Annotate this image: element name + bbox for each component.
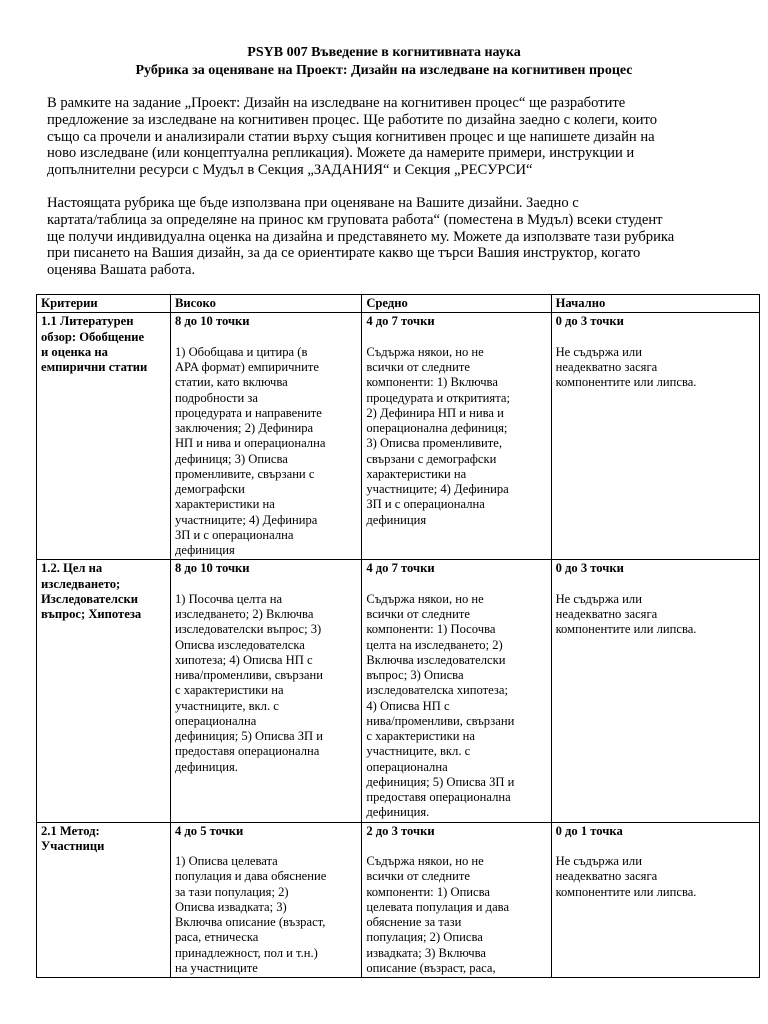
cell-line: Не съдържа или (555, 344, 642, 359)
criterion-cell (37, 313, 171, 560)
criterion-line: 1.1 Литературен (41, 314, 134, 329)
cell-line: неадекватно засяга (555, 607, 658, 621)
cell-line: всички от следните (366, 360, 470, 374)
cell-line: изследователска хипотеза; (366, 683, 508, 698)
cell-line: променливите, свързани с (174, 466, 315, 481)
cell-line: процедурата и направените (174, 405, 322, 420)
points-label: 8 до 10 точки (174, 314, 250, 329)
high-cell (170, 822, 361, 978)
cell-line: принадлежност, пол и т.н.) (174, 945, 318, 960)
table-header-row (37, 295, 760, 313)
cell-line: 2) Дефинира НП и нива и (366, 405, 504, 420)
text-line: при писането на Вашия дизайн, за да се ориентирате какво ще търси Вашия инструктор, когато (47, 245, 641, 262)
cell-line: предоставя операционална (366, 790, 511, 804)
document-title: PSYB 007 Въведение в когнитивната наука (247, 45, 521, 60)
points-label: 4 до 5 точки (174, 823, 244, 838)
text-line: В рамките на задание „Проект: Дизайн на изследване на когнитивен процес“ ще разработите (47, 95, 626, 111)
cell-line: дефиниця; 3) Описва (174, 451, 288, 466)
cell-line: изследователски въпрос; 3) (174, 622, 322, 637)
cell-line: Съдържа някои, но не (366, 854, 484, 868)
cell-line: демографски (174, 482, 245, 496)
points-label: 0 до 3 точки (555, 561, 624, 576)
cell-line: 1) Описва целевата (174, 854, 278, 868)
cell-line: свързани с демографски (366, 451, 497, 466)
rubric-table (36, 294, 760, 978)
cell-line: Включва изследователски (366, 652, 506, 667)
medium-cell (362, 822, 551, 978)
cell-line: операционална (366, 759, 448, 774)
points-label: 0 до 1 точка (555, 823, 623, 838)
table-row (37, 822, 760, 978)
cell-line: 1) Посочва целта на (174, 591, 283, 606)
cell-line: характеристики на (366, 466, 467, 481)
cell-line: компоненти: 1) Включва (366, 375, 498, 390)
cell-line: популация и дава обяснение (174, 869, 327, 884)
cell-line: 1) Обобщава и цитира (в (174, 344, 308, 359)
criterion-line: 1.2. Цел на (41, 561, 103, 576)
table-row (37, 560, 760, 822)
cell-line: всички от следните (366, 869, 470, 884)
cell-line: Описва изследователска (174, 637, 305, 652)
cell-line: статии, като включва (174, 375, 288, 390)
points-label: 8 до 10 точки (174, 561, 250, 576)
cell-line: подробности за (174, 390, 258, 405)
initial-cell (551, 313, 759, 560)
cell-line: раса, етническа (174, 930, 259, 945)
cell-line: участниците, вкл. с (174, 698, 279, 713)
cell-line: нива/променливи, свързани (174, 668, 323, 682)
cell-line: изследването; 2) Включва (174, 607, 314, 621)
cell-line: компонентите или липсва. (555, 884, 697, 899)
document-subtitle: Рубрика за оценяване на Проект: Дизайн на изследване на когнитивен процес (135, 63, 633, 78)
cell-line: въпрос; 3) Описва (366, 668, 464, 682)
cell-line: дефиниция. (366, 805, 430, 820)
criterion-line: емпирични статии (41, 360, 148, 374)
cell-line: компоненти: 1) Описва (366, 884, 491, 899)
cell-line: целта на изследването; 2) (366, 637, 503, 652)
cell-line: дефиниция (174, 543, 235, 557)
cell-line: компонентите или липсва. (555, 375, 697, 390)
cell-line: популация; 2) Описва (366, 930, 483, 945)
points-label: 4 до 7 точки (366, 561, 435, 576)
cell-line: дефиниция (366, 512, 427, 527)
text-line: ново изследване (или концептуална репликация). Можете да намерите примери, инструкции и (47, 145, 635, 162)
criterion-cell (37, 822, 171, 978)
cell-line: на участниците (174, 960, 258, 975)
header-initial: Начално (551, 295, 759, 313)
high-cell (170, 560, 361, 822)
cell-line: участниците; 4) Дефинира (366, 482, 509, 496)
cell-line: с характеристики на (366, 729, 475, 743)
criterion-line: обзор: Обобщение (41, 329, 145, 344)
cell-line: нива/променливи, свързани (366, 713, 515, 728)
cell-line: НП и нива и операционална (174, 436, 326, 451)
cell-line: Включва описание (възраст, (174, 915, 326, 929)
cell-line: ЗП и с операционална (366, 497, 485, 512)
intro-paragraph-2 (47, 195, 727, 279)
cell-line: целевата популация и дава (366, 899, 510, 914)
cell-line: APA формат) емпиричните (174, 360, 319, 374)
cell-line: неадекватно засяга (555, 869, 658, 884)
initial-cell (551, 560, 759, 822)
points-label: 4 до 7 точки (366, 314, 435, 329)
cell-line: процедурата и откритията; (366, 390, 510, 405)
medium-cell (362, 560, 551, 822)
points-label: 2 до 3 точки (366, 823, 435, 838)
cell-line: дефиниция; 5) Описва ЗП и (366, 774, 515, 789)
cell-line: дефиниция; 5) Описва ЗП и (174, 729, 324, 743)
header-high: Високо (170, 295, 361, 313)
points-label: 0 до 3 точки (555, 314, 624, 329)
cell-line: хипотеза; 4) Описва НП с (174, 652, 313, 667)
cell-line: Описва извадката; 3) (174, 899, 287, 914)
cell-line: операционална дефиниця; (366, 421, 508, 435)
criterion-line: и оценка на (41, 344, 108, 359)
criterion-line: въпрос; Хипотеза (41, 607, 142, 621)
cell-line: участниците, вкл. с (366, 744, 471, 759)
cell-line: операционална (174, 713, 257, 728)
cell-line: обяснение за тази (366, 915, 462, 929)
cell-line: 4) Описва НП с (366, 698, 450, 713)
criterion-line: Изследователски (41, 591, 139, 606)
cell-line: 3) Описва променливите, (366, 436, 502, 451)
criterion-line: изследването; (41, 576, 121, 591)
cell-line: компоненти: 1) Посочва (366, 622, 496, 637)
cell-line: дефиниция. (174, 759, 238, 774)
text-line: също са прочели и анализирали статии върху същия когнитивен процес и ще напишете дизайн на (47, 128, 655, 145)
cell-line: Не съдържа или (555, 854, 642, 868)
cell-line: Не съдържа или (555, 591, 642, 606)
text-line: ще получи индивидуална оценка на дизайна и представянето му. Можете да използвате тази рубрика (47, 228, 675, 245)
header-criteria: Критерии (37, 295, 171, 313)
cell-line: с характеристики на (174, 683, 284, 698)
header-medium: Средно (362, 295, 551, 313)
text-line: Настоящата рубрика ще бъде използвана при оценяване на Вашите дизайни. Заедно с (47, 195, 579, 211)
text-line: оценява Вашата работа. (47, 262, 196, 279)
cell-line: Съдържа някои, но не (366, 344, 484, 359)
text-line: допълнителни ресурси с Мудъл в Секция „ЗАДАНИЯ“ и Секция „РЕСУРСИ“ (47, 162, 533, 179)
intro-paragraph-1 (47, 95, 727, 179)
cell-line: заключения; 2) Дефинира (174, 421, 314, 435)
text-line: картата/таблица за определяне на принос км груповата работа“ (поместена в Мудъл) всеки студент (47, 211, 663, 228)
cell-line: Съдържа някои, но не (366, 591, 484, 606)
cell-line: неадекватно засяга (555, 360, 658, 374)
cell-line: всички от следните (366, 607, 470, 621)
cell-line: извадката; 3) Включва (366, 945, 486, 960)
cell-line: описание (възраст, раса, (366, 960, 496, 975)
criterion-cell (37, 560, 171, 822)
cell-line: компонентите или липсва. (555, 622, 697, 637)
text-line: предложение за изследване на когнитивен процес. Ще работите по дизайна заедно с колеги, които (47, 111, 658, 128)
cell-line: характеристики на (174, 497, 275, 512)
high-cell (170, 313, 361, 560)
medium-cell (362, 313, 551, 560)
table-row (37, 313, 760, 560)
cell-line: ЗП и с операционална (174, 527, 294, 542)
cell-line: за тази популация; 2) (174, 884, 289, 899)
initial-cell (551, 822, 759, 978)
criterion-line: Участници (41, 838, 105, 853)
cell-line: участниците; 4) Дефинира (174, 512, 318, 527)
cell-line: предоставя операционална (174, 744, 320, 759)
criterion-line: 2.1 Метод: (41, 823, 100, 838)
